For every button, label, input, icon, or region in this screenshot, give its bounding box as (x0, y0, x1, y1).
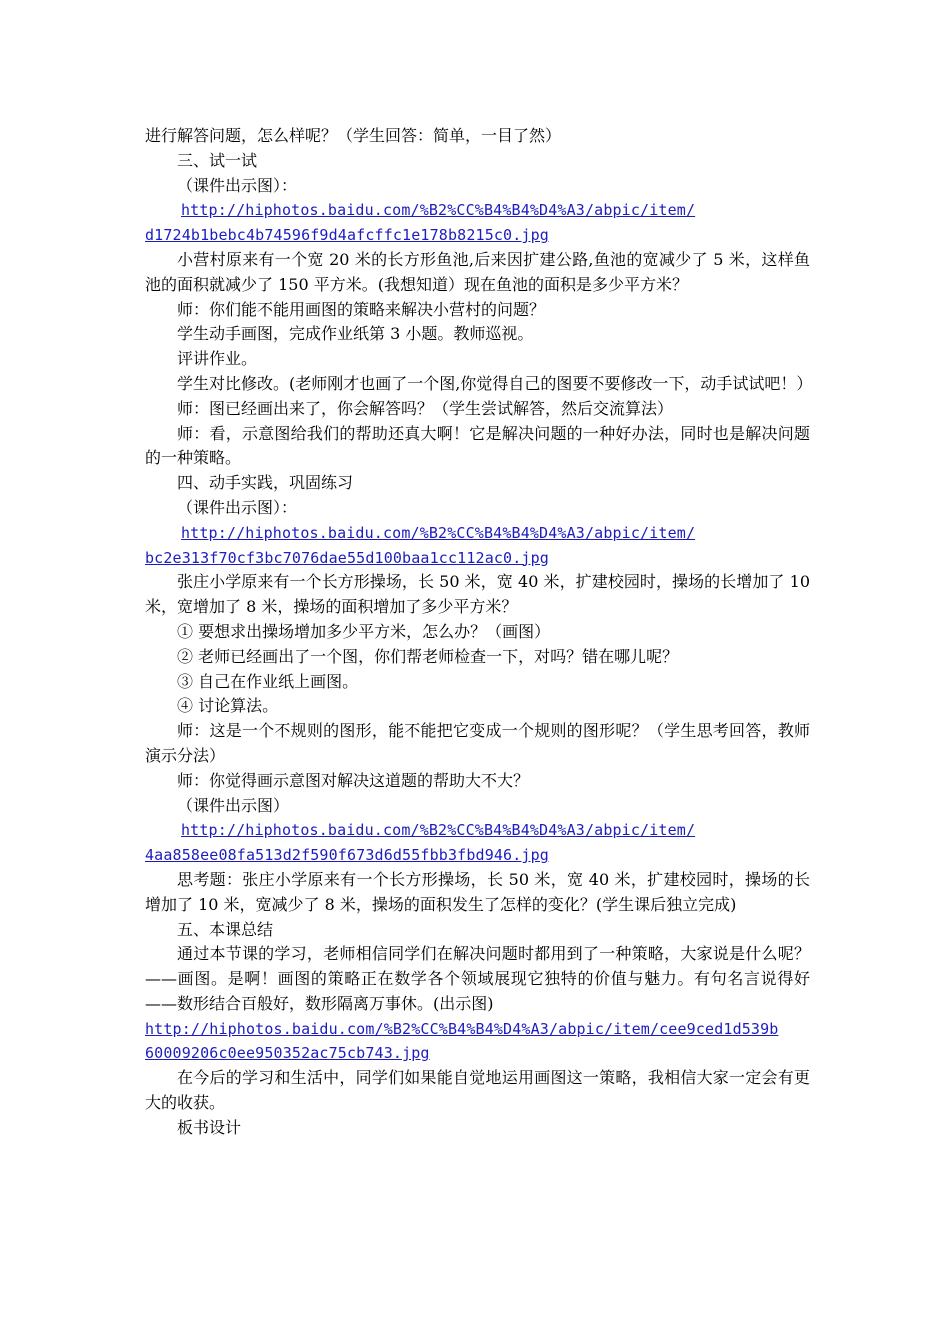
courseware-note-3: （课件出示图） (177, 795, 290, 815)
heading-practice: 四、动手实践，巩固练习 (177, 473, 354, 493)
courseware-note: （课件出示图）： (177, 175, 298, 195)
list-item-4: ④ 讨论算法。 (177, 696, 279, 716)
paragraph-think: 思考题：张庄小学原来有一个长方形操场，长 50 米，宽 40 米，扩建校园时，操场的长增加了 10 米，宽减少了 8 米，操场的面积发生了怎样的变化？(学生课后独立完成) (145, 869, 810, 914)
paragraph-answer: 进行解答问题，怎么样呢？（学生回答：简单，一目了然） (145, 126, 562, 145)
list-item-3: ③ 自己在作业纸上画图。 (177, 671, 359, 691)
image-link-1-line2[interactable]: d1724b1bebc4b74596f9d4afcffc1e178b8215c0.jpg (145, 226, 549, 245)
paragraph-playground-problem: 张庄小学原来有一个长方形操场，长 50 米，宽 40 米，扩建校园时，操场的长增加了 10 米，宽增加了 8 米，操场的面积增加了多少平方米？ (145, 572, 810, 617)
paragraph-help: 师：你觉得画示意图对解决这道题的帮助大不大？ (177, 770, 530, 790)
paragraph-irregular: 师：这是一个不规则的图形，能不能把它变成一个规则的图形呢？（学生思考回答，教师演示分法） (145, 721, 810, 765)
document-page (145, 124, 813, 1141)
paragraph-solve: 师：图已经画出来了，你会解答吗？（学生尝试解答，然后交流算法） (177, 398, 674, 418)
image-link-3-line1[interactable]: http://hiphotos.baidu.com/%B2%CC%B4%B4%D4%A3/abpic/item/ (181, 821, 696, 840)
list-item-1: ① 要想求出操场增加多少平方米，怎么办？（画图） (177, 621, 551, 641)
image-link-4-line2[interactable]: 60009206c0ee950352ac75cb743.jpg (145, 1044, 430, 1063)
image-link-3[interactable] (145, 818, 810, 868)
paragraph-review: 评讲作业。 (177, 349, 258, 369)
paragraph-summary: 通过本节课的学习，老师相信同学们在解决问题时都用到了一种策略，大家说是什么呢？——画图。是啊！画图的策略正在数学各个领域展现它独特的价值与魅力。有句名言说得好——数形结合百般好，数形隔离万事休。(出示图) (145, 944, 810, 1013)
heading-summary: 五、本课总结 (177, 919, 274, 939)
image-link-3-line2[interactable]: 4aa858ee08fa513d2f590f673d6d55fbb3fbd946.jpg (145, 846, 549, 865)
courseware-note-2: （课件出示图）： (177, 497, 298, 517)
paragraph-compare: 学生对比修改。(老师刚才也画了一个图,你觉得自己的图要不要修改一下，动手试试吧！） (177, 373, 813, 393)
paragraph-strategy: 师：看，示意图给我们的帮助还真大啊！它是解决问题的一种好办法，同时也是解决问题的一种策略。 (145, 423, 810, 468)
paragraph-fishpond-problem: 小营村原来有一个宽 20 米的长方形鱼池,后来因扩建公路,鱼池的宽减少了 5 米，这样鱼池的面积就减少了 150 平方米。(我想知道）现在鱼池的面积是多少平方米？ (145, 249, 810, 294)
list-item-2: ② 老师已经画出了一个图，你们帮老师检查一下，对吗？错在哪儿呢？ (177, 646, 679, 666)
image-link-2-line2[interactable]: bc2e313f70cf3bc7076dae55d100baa1cc112ac0.jpg (145, 548, 549, 567)
image-link-2-line1[interactable]: http://hiphotos.baidu.com/%B2%CC%B4%B4%D4%A3/abpic/item/ (181, 523, 696, 542)
image-link-2[interactable] (145, 521, 810, 571)
image-link-4-line1[interactable]: http://hiphotos.baidu.com/%B2%CC%B4%B4%D4%A3/abpic/item/cee9ced1d539b (145, 1019, 779, 1038)
image-link-1[interactable] (145, 198, 810, 248)
image-link-4[interactable] (145, 1017, 810, 1067)
image-link-1-line1[interactable]: http://hiphotos.baidu.com/%B2%CC%B4%B4%D4%A3/abpic/item/ (181, 201, 696, 220)
heading-board-design: 板书设计 (177, 1117, 242, 1137)
paragraph-teacher-question: 师：你们能不能用画图的策略来解决小营村的问题？ (177, 299, 546, 319)
heading-try: 三、试一试 (177, 150, 258, 170)
paragraph-future: 在今后的学习和生活中，同学们如果能自觉地运用画图这一策略，我相信大家一定会有更大的收获。 (145, 1068, 810, 1113)
paragraph-student-draw: 学生动手画图，完成作业纸第 3 小题。教师巡视。 (177, 324, 534, 344)
